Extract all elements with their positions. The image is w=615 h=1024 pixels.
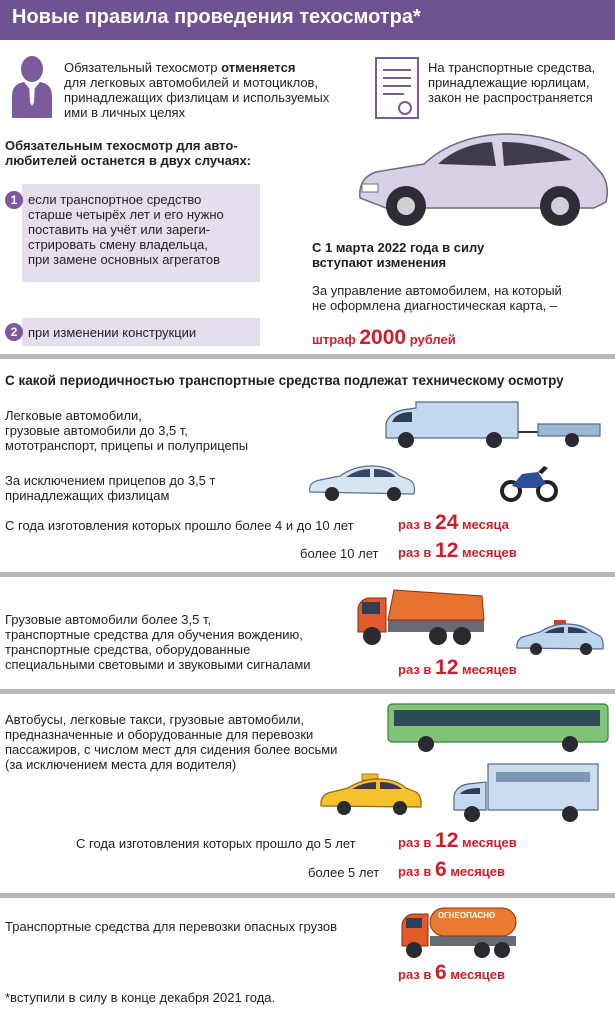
page-title: Новые правила проведения техосмотра* [12,6,421,28]
changes-title: С 1 марта 2022 года в силу вступают изменения [312,240,485,270]
frequency-24-months: раз в 24 месяца [398,511,509,534]
motorcycle-icon [500,462,558,502]
age-over-5-label: более 5 лет [308,865,380,880]
fine-amount: штраф 2000 рублей [312,326,456,349]
sedan-car-icon [306,464,418,502]
frequency-6-months-2: раз в 6 месяцев [398,961,506,984]
taxi-car-icon [318,772,424,816]
changes-text: За управление автомобилем, на который не оформлена диагностическая карта, – [312,283,562,313]
trailer-exception-text: За исключением прицепов до 3,5 т принадлежащих физлицам [5,473,216,503]
divider-3 [0,689,615,694]
divider-2 [0,572,615,577]
box-van-icon [452,762,600,824]
person-icon [10,52,54,118]
footnote: *вступили в силу в конце декабря 2021 года. [5,990,276,1005]
cases-title: Обязательным техосмотр для авто- любителей останется в двух случаях: [5,138,252,168]
document-icon [374,56,420,120]
legal-entities-text: На транспортные средства, принадлежащие юрлицам, закон не распространяется [428,60,596,105]
divider-1 [0,354,615,359]
bus-icon [386,702,610,752]
frequency-12-months-3: раз в 12 месяцев [398,829,517,852]
age-4-10-label: С года изготовления которых прошло более 4 и до 10 лет [5,518,354,533]
hatchback-car-icon [354,126,612,230]
case-2-text: при изменении конструкции [28,325,197,340]
case-1-text: если транспортное средство старше четырёх лет и его нужно поставить на учёт или зареги- стрировать смену владельца, при замене основных агрегатов [28,192,224,267]
van-trailer-icon [382,398,604,450]
case-1-number: 1 [5,191,23,209]
frequency-12-months-1: раз в 12 месяцев [398,539,517,562]
periodicity-title: С какой периодичностью транспортные средства подлежат техническому осмотру [5,373,564,388]
passenger-transport-text: Автобусы, легковые такси, грузовые автомобили, предназначенные и оборудованные для перевозки пассажиров, с числом мест для сидения более восьми (за исключением места для водителя) [5,712,338,772]
divider-4 [0,893,615,898]
driving-school-car-icon [514,618,606,656]
passenger-vehicles-text: Легковые автомобили, грузовые автомобили до 3,5 т, мототранспорт, прицепы и полуприцепы [5,408,249,453]
age-over-10-label: более 10 лет [300,546,379,561]
case-2-number: 2 [5,323,23,341]
dump-truck-icon [356,588,488,648]
heavy-vehicles-text: Грузовые автомобили более 3,5 т, транспортные средства для обучения вождению, транспортные средства, оборудованные специальными световыми и звуковыми сигналами [5,612,311,672]
dangerous-goods-text: Транспортные средства для перевозки опасных грузов [5,919,338,934]
tank-warning-label: ОГНЕОПАСНО [438,911,496,920]
age-up-to-5-label: С года изготовления которых прошло до 5 лет [76,836,356,851]
cancel-text: Обязательный техосмотр отменяется для легковых автомобилей и мотоциклов, принадлежащих физлицам и используемых ими в личных целях [64,60,330,120]
frequency-6-months-1: раз в 6 месяцев [398,858,506,881]
frequency-12-months-2: раз в 12 месяцев [398,656,517,679]
